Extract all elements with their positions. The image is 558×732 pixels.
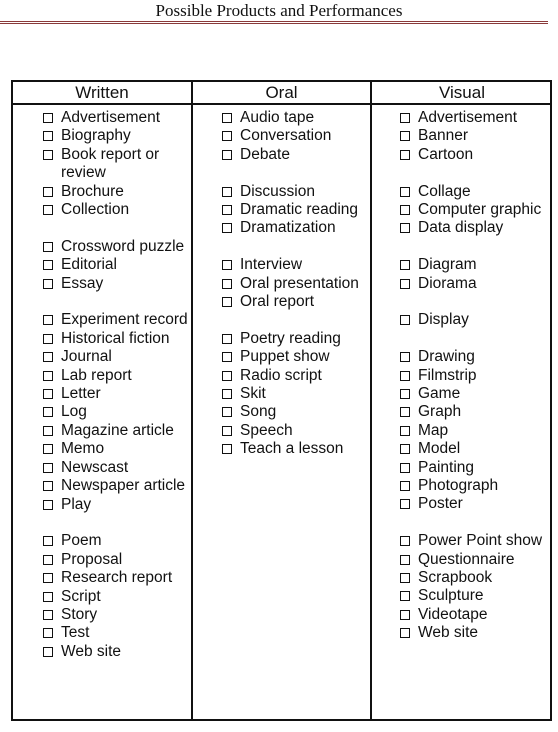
checkbox[interactable] [222, 223, 232, 233]
checklist-item-label: Banner [418, 127, 468, 145]
checklist-item[interactable] [40, 146, 190, 183]
checklist-item[interactable] [40, 403, 190, 421]
checklist-item-label: Game [418, 385, 461, 403]
checkbox[interactable] [43, 647, 53, 657]
checklist-item[interactable] [219, 330, 369, 348]
checklist-item-label: Discussion [240, 182, 315, 200]
checklist-item-label: Poem [61, 532, 102, 550]
checklist-item-label: Letter [61, 385, 101, 403]
checklist-item[interactable] [40, 330, 190, 348]
checklist-item[interactable] [397, 146, 552, 164]
checkbox[interactable] [43, 444, 53, 454]
checklist-item[interactable] [219, 127, 369, 145]
checkbox[interactable] [400, 536, 410, 546]
checklist-item[interactable] [40, 624, 190, 642]
checklist-item-label: Diagram [418, 256, 477, 274]
checklist-item[interactable] [219, 275, 369, 293]
checklist-item-label: Research report [61, 569, 173, 587]
checklist-item-label: Radio script [240, 366, 322, 384]
checklist-item[interactable] [40, 551, 190, 569]
checklist-item[interactable] [40, 459, 190, 477]
checklist-item-label: Collection [61, 201, 130, 219]
visual-list [397, 109, 552, 643]
checklist-item-label: Editorial [61, 256, 117, 274]
checklist-item[interactable] [397, 440, 552, 458]
checklist-item[interactable] [219, 109, 369, 127]
checklist-item-label: Diorama [418, 274, 477, 292]
checklist-item[interactable] [40, 569, 190, 587]
checkbox[interactable] [43, 592, 53, 602]
checkbox[interactable] [43, 500, 53, 510]
checklist-item-label: Memo [61, 440, 105, 458]
checklist-item[interactable] [397, 495, 552, 513]
checkbox[interactable] [400, 610, 410, 620]
checklist-item[interactable] [219, 348, 369, 366]
checklist-item[interactable] [40, 496, 190, 514]
checklist-item[interactable] [397, 459, 552, 477]
checkbox[interactable] [222, 426, 232, 436]
checklist-item-label: Oral report [240, 293, 315, 311]
checkbox[interactable] [400, 131, 410, 141]
checklist-item-label: Drawing [418, 348, 475, 366]
checklist-item-label: Filmstrip [418, 366, 477, 384]
checklist-item[interactable] [40, 606, 190, 624]
checklist-item-label: Song [240, 403, 277, 421]
checklist-item[interactable] [397, 532, 552, 550]
checklist-item-label: Story [61, 605, 98, 623]
oral-list [219, 109, 369, 459]
checklist-item[interactable] [397, 348, 552, 366]
checklist-item[interactable] [219, 440, 369, 458]
checkbox[interactable] [43, 242, 53, 252]
checklist-item[interactable] [219, 367, 369, 385]
checklist-item-label: Poetry reading [240, 329, 341, 347]
checkbox[interactable] [222, 407, 232, 417]
checkbox[interactable] [400, 113, 410, 123]
checkbox[interactable] [43, 315, 53, 325]
checklist-item[interactable] [397, 311, 552, 329]
checkbox[interactable] [400, 371, 410, 381]
checkbox[interactable] [400, 150, 410, 160]
checklist-item-label: Map [418, 421, 449, 439]
checklist-item-label: Teach a lesson [240, 440, 344, 458]
checkbox[interactable] [222, 279, 232, 289]
checklist-item-label: Conversation [240, 127, 332, 145]
checklist-item[interactable] [397, 219, 552, 237]
checklist-item-label: Sculpture [418, 587, 484, 605]
checkbox[interactable] [400, 187, 410, 197]
checklist-item-label: Newspaper article [61, 477, 186, 495]
checkbox[interactable] [43, 205, 53, 215]
checkbox[interactable] [43, 371, 53, 381]
checklist-item-label: Experiment record [61, 311, 188, 329]
checklist-item[interactable] [40, 643, 190, 661]
checklist-item-label: Web site [418, 624, 479, 642]
checkbox[interactable] [400, 315, 410, 325]
products-table [11, 80, 552, 721]
checkbox[interactable] [400, 352, 410, 362]
checkbox[interactable] [400, 426, 410, 436]
checkbox[interactable] [400, 499, 410, 509]
checklist-item[interactable] [397, 477, 552, 495]
checkbox[interactable] [43, 150, 53, 160]
checkbox[interactable] [222, 131, 232, 141]
checkbox[interactable] [400, 223, 410, 233]
checklist-item-label: Log [61, 403, 87, 421]
checklist-item[interactable] [40, 385, 190, 403]
checkbox[interactable] [222, 444, 232, 454]
checklist-item[interactable] [40, 477, 190, 495]
checklist-item[interactable] [219, 293, 369, 311]
checklist-item[interactable] [40, 238, 190, 256]
checkbox[interactable] [400, 555, 410, 565]
checklist-item-label: Collage [418, 182, 471, 200]
checklist-item-label: Lab report [61, 366, 132, 384]
checklist-item[interactable] [397, 385, 552, 403]
checklist-item-label: Advertisement [418, 109, 518, 126]
checklist-item-label: Magazine article [61, 421, 174, 439]
checklist-item[interactable] [40, 588, 190, 606]
checkbox[interactable] [43, 334, 53, 344]
checklist-item[interactable] [40, 201, 190, 219]
checkbox[interactable] [222, 187, 232, 197]
checklist-item-label: Advertisement [61, 109, 161, 126]
header-divider [13, 103, 550, 105]
checklist-item[interactable] [397, 587, 552, 605]
checkbox[interactable] [400, 463, 410, 473]
checkbox[interactable] [43, 407, 53, 417]
checkbox[interactable] [43, 260, 53, 270]
checkbox[interactable] [222, 334, 232, 344]
checklist-item[interactable] [397, 422, 552, 440]
checkbox[interactable] [43, 628, 53, 638]
checkbox[interactable] [400, 481, 410, 491]
checklist-item-label: Brochure [61, 182, 124, 200]
checklist-item-label: Scrapbook [418, 569, 493, 587]
checkbox[interactable] [222, 371, 232, 381]
checklist-item-label: Speech [240, 421, 293, 439]
checklist-item[interactable] [40, 311, 190, 329]
checkbox[interactable] [400, 573, 410, 583]
checkbox[interactable] [222, 352, 232, 362]
checklist-item[interactable] [40, 275, 190, 293]
checklist-item[interactable] [40, 183, 190, 201]
checkbox[interactable] [43, 481, 53, 491]
checkbox[interactable] [43, 426, 53, 436]
checklist-item-label: Crossword puzzle [61, 237, 185, 255]
checklist-item[interactable] [219, 256, 369, 274]
checklist-item-label: Skit [240, 385, 266, 403]
checklist-item[interactable] [40, 256, 190, 274]
checklist-item[interactable] [40, 422, 190, 440]
checklist-item[interactable] [219, 146, 369, 164]
checklist-item[interactable] [397, 624, 552, 642]
checkbox[interactable] [400, 205, 410, 215]
checklist-item[interactable] [40, 440, 190, 458]
checklist-item[interactable] [397, 367, 552, 385]
checkbox[interactable] [43, 187, 53, 197]
checklist-item-label: Graph [418, 403, 462, 421]
checkbox[interactable] [222, 389, 232, 399]
checkbox[interactable] [222, 205, 232, 215]
checkbox[interactable] [43, 279, 53, 289]
checklist-item[interactable] [397, 109, 552, 127]
checklist-item[interactable] [40, 109, 190, 127]
checklist-item-label: Poster [418, 495, 463, 513]
checklist-item[interactable] [397, 127, 552, 145]
checklist-item[interactable] [397, 569, 552, 587]
checkbox[interactable] [222, 150, 232, 160]
checklist-item[interactable] [40, 127, 190, 145]
checklist-item[interactable] [397, 183, 552, 201]
checklist-item[interactable] [219, 422, 369, 440]
checklist-item-label: Cartoon [418, 145, 474, 163]
checklist-item-label: Dramatization [240, 219, 336, 237]
written-list [40, 109, 190, 661]
checkbox[interactable] [43, 573, 53, 583]
checkbox[interactable] [222, 260, 232, 270]
checklist-item-label: Essay [61, 274, 104, 292]
checkbox[interactable] [43, 352, 53, 362]
checkbox[interactable] [400, 260, 410, 270]
checkbox[interactable] [43, 131, 53, 141]
checkbox[interactable] [43, 113, 53, 123]
checklist-item-label: Power Point show [418, 532, 543, 550]
checkbox[interactable] [400, 591, 410, 601]
checklist-item[interactable] [397, 201, 552, 219]
checklist-item-label: Debate [240, 145, 290, 163]
checklist-item-label: Test [61, 624, 90, 642]
checkbox[interactable] [400, 407, 410, 417]
checklist-item-label: Puppet show [240, 348, 330, 366]
checklist-item-label: Biography [61, 127, 131, 145]
checklist-item[interactable] [397, 551, 552, 569]
checkbox[interactable] [222, 113, 232, 123]
checklist-item-label: Data display [418, 219, 504, 237]
column-header-written: Written [75, 83, 129, 102]
column-header-oral: Oral [265, 83, 298, 102]
column-divider [370, 82, 372, 719]
checkbox[interactable] [400, 444, 410, 454]
checklist-item-label: Script [61, 587, 101, 605]
checklist-item[interactable] [219, 183, 369, 201]
checklist-item[interactable] [397, 606, 552, 624]
checklist-item[interactable] [40, 367, 190, 385]
checklist-item[interactable] [397, 275, 552, 293]
checklist-item-label: Newscast [61, 458, 129, 476]
checkbox[interactable] [43, 536, 53, 546]
checklist-item-label: Audio tape [240, 109, 315, 126]
checkbox[interactable] [43, 463, 53, 473]
checklist-item-label: Computer graphic [418, 201, 542, 219]
checklist-item[interactable] [219, 403, 369, 421]
column-divider [191, 82, 193, 719]
checkbox[interactable] [222, 297, 232, 307]
checklist-item-label: Web site [61, 642, 122, 660]
checkbox[interactable] [400, 628, 410, 638]
checklist-item[interactable] [219, 219, 369, 237]
checklist-item-label: Videotape [418, 605, 488, 623]
page-title: Possible Products and Performances [155, 1, 403, 20]
checkbox[interactable] [43, 610, 53, 620]
checklist-item-label: Oral presentation [240, 274, 359, 292]
checklist-item[interactable] [397, 256, 552, 274]
checkbox[interactable] [400, 279, 410, 289]
checklist-item[interactable] [40, 348, 190, 366]
checklist-item[interactable] [397, 403, 552, 421]
checklist-item-label: Interview [240, 256, 303, 274]
checklist-item[interactable] [219, 385, 369, 403]
checklist-item-label: Model [418, 440, 461, 458]
checklist-item-label: Journal [61, 348, 112, 366]
column-header-visual: Visual [439, 83, 485, 102]
checklist-item-label: Historical fiction [61, 329, 170, 347]
checklist-item-label: Questionnaire [418, 550, 515, 568]
checklist-item[interactable] [40, 532, 190, 550]
checklist-item[interactable] [219, 201, 369, 219]
checklist-item-label: Proposal [61, 550, 123, 568]
checkbox[interactable] [43, 389, 53, 399]
checklist-item-label: Book report or review [61, 145, 160, 182]
checklist-item-label: Play [61, 495, 92, 513]
checklist-item-label: Painting [418, 458, 475, 476]
checkbox[interactable] [400, 389, 410, 399]
title-rule [0, 21, 548, 24]
checklist-item-label: Dramatic reading [240, 201, 359, 219]
checkbox[interactable] [43, 555, 53, 565]
checklist-item-label: Photograph [418, 477, 499, 495]
checklist-item-label: Display [418, 311, 469, 329]
